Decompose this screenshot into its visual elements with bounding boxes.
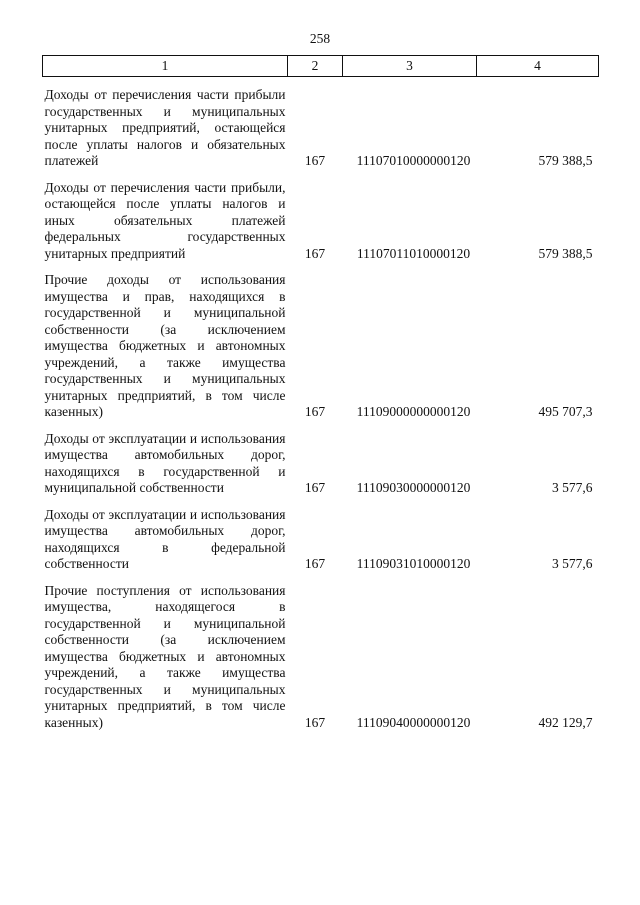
row-name: Прочие поступления от использования имущества, находящегося в государственной и муниципальной собственности (за исключением имущества бюджетных и автономных учреждений, а также имущества государственных и муниципальных унитарных предприятий, в том числе казенных) [44,582,286,730]
row-kbk: 11107011010000120 [356,245,471,261]
header-col-4: 4 [477,56,599,77]
table-row [43,431,599,507]
table-header-row [43,56,599,77]
revenue-table [42,55,599,741]
row-amount: 3 577,6 [552,556,593,571]
row-code: 167 [304,480,326,495]
row-name: Прочие доходы от использования имущества и прав, находящихся в государственной и муниципальной собственности (за исключением имущества бюджетных и автономных учреждений, а также имущества государственных и муниципальных унитарных предприятий, в том числе казенных) [44,272,286,419]
row-kbk: 11109030000000120 [356,480,471,495]
header-col-1: 1 [43,56,288,77]
table-row [43,180,599,273]
page-number: 258 [309,31,331,46]
table-row [43,507,599,583]
row-code: 167 [304,556,326,571]
row-amount: 3 577,6 [552,480,593,495]
row-amount: 495 707,3 [538,404,593,419]
row-kbk: 11109031010000120 [356,556,471,571]
row-code: 167 [304,153,326,168]
row-kbk: 11109040000000120 [356,714,471,730]
header-col-3: 3 [343,56,477,77]
row-kbk: 11107010000000120 [356,153,471,168]
row-amount: 579 388,5 [538,153,593,168]
row-code: 167 [304,714,326,730]
row-name: Доходы от эксплуатации и использования имущества автомобильных дорог, находящихся в государственной и муниципальной собственности [44,430,286,495]
row-code: 167 [304,245,326,261]
row-amount: 492 129,7 [538,714,593,730]
header-col-2: 2 [288,56,343,77]
table-row [43,272,599,431]
row-name: Доходы от перечисления части прибыли, остающейся после уплаты налогов и иных обязательных платежей федеральных государственных унитарных предприятий [44,179,286,261]
row-amount: 579 388,5 [538,245,593,261]
row-name: Доходы от перечисления части прибыли государственных и муниципальных унитарных предприятий, остающейся после уплаты налогов и обязательных платежей [44,87,286,168]
row-code: 167 [304,404,326,419]
row-name: Доходы от эксплуатации и использования имущества автомобильных дорог, находящихся в федеральной собственности [44,506,286,571]
table-row [43,77,599,180]
table-row [43,583,599,742]
row-kbk: 11109000000000120 [356,404,471,419]
